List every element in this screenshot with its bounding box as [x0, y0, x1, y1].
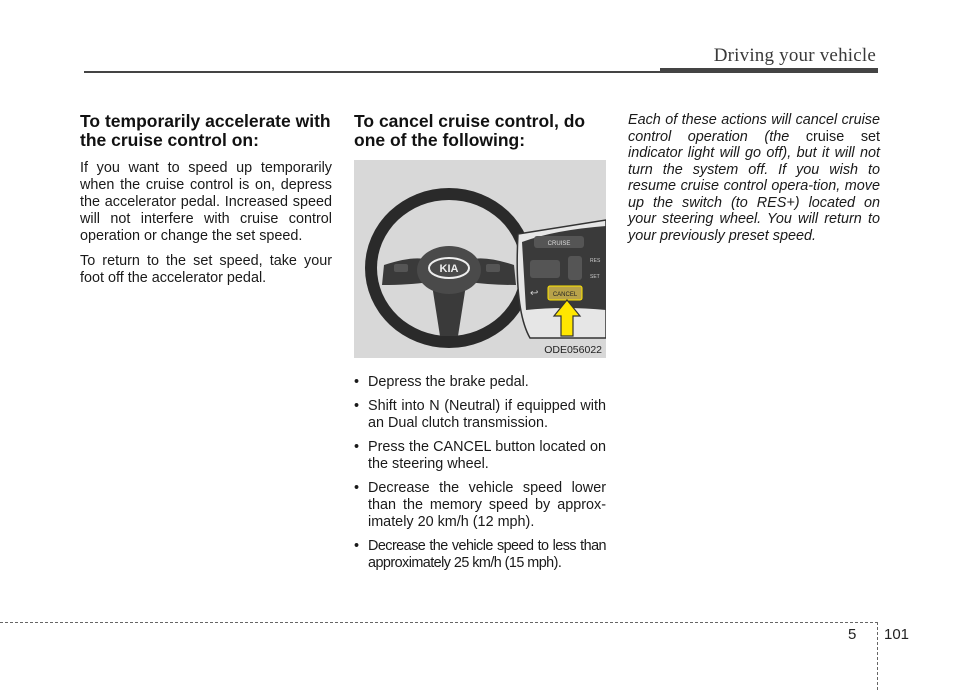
steering-wheel-illustration	[354, 160, 606, 358]
paragraph-return: To return to the set speed, take your foot off the accelerator pedal.	[80, 253, 332, 286]
cruise-button-label: CRUISE	[547, 241, 571, 247]
res-set-switch	[568, 256, 582, 280]
column-left	[80, 112, 332, 295]
cancel-list	[354, 374, 606, 572]
page-number: 101	[884, 626, 910, 643]
header-rule	[84, 71, 664, 73]
lane-button	[530, 260, 560, 278]
heading-cancel: To cancel cruise control, do one of the following:	[354, 111, 586, 150]
heading-accelerate: To temporarily accelerate with the cruise control on:	[80, 111, 331, 150]
right-spoke-button	[486, 264, 500, 272]
figure-code: ODE056022	[544, 344, 602, 356]
list-item: • Depress the brake pedal.	[354, 374, 529, 390]
paragraph-accelerate: If you want to speed up temporarily when the cruise control is on, depress the accelerator pedal. Increased speed will not interfere with cruise control operation or change the set speed.	[80, 160, 332, 244]
list-item: • Shift into N (Neutral) if equipped with an Dual clutch transmission.	[354, 398, 606, 431]
back-icon: ↩	[530, 288, 539, 299]
kia-logo: KIA	[439, 263, 459, 275]
footer-rule	[0, 622, 878, 623]
set-label: SET	[590, 274, 600, 280]
column-right	[628, 112, 880, 244]
left-spoke-button	[394, 264, 408, 272]
header-rule-accent	[660, 68, 878, 73]
header-title: Driving your vehicle	[713, 45, 876, 66]
list-item: • Decrease the vehicle speed to less than approximately 25 km/h (15 mph).	[354, 538, 606, 571]
steering-wheel-figure	[354, 160, 606, 358]
column-middle	[354, 112, 606, 579]
chapter-number: 5	[848, 626, 857, 643]
list-item: • Press the CANCEL button located on the steering wheel.	[354, 439, 606, 472]
footer-divider	[877, 622, 878, 690]
cancel-button-label: CANCEL	[552, 292, 578, 298]
res-label: RES	[590, 258, 601, 264]
cancel-note: Each of these actions will cancel cruise control operation (the cruise set indicator light will go off), but it will not turn the system off. If you wish to resume cruise control opera-tion, move up the switch (to RES+) located on your steering wheel. You will return to your previously preset speed.	[628, 112, 881, 244]
list-item: • Decrease the vehicle speed lower than the memory speed by approx-imately 20 km/h (12 mph).	[354, 480, 606, 530]
